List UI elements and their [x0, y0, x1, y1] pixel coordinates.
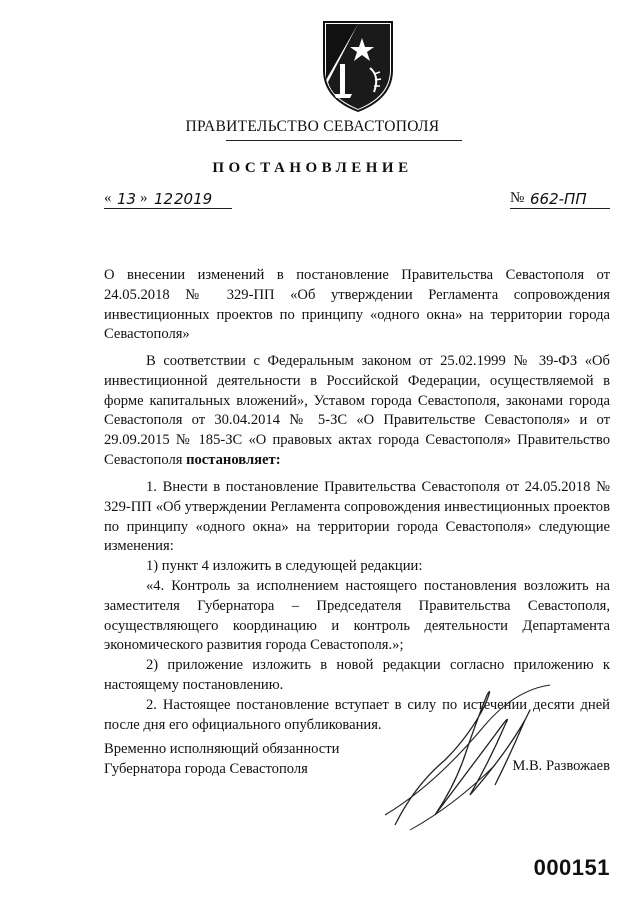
date-field — [104, 190, 232, 209]
document-subject — [104, 266, 610, 345]
document-type-heading: ПОСТАНОВЛЕНИЕ — [212, 160, 413, 176]
item-paragraph: 1. Внести в постановление Правительства Севастополя от 24.05.2018 № 329-ПП «Об утверждении Регламента сопровождения инвестиционных проектов по принципу «одного окна» на территории города Севастополя» следующие изменения: — [104, 479, 610, 555]
date-day: 13 — [117, 190, 137, 208]
preamble — [104, 352, 610, 471]
serial-number: 000151 — [533, 855, 610, 880]
preamble-paragraph — [104, 352, 610, 471]
coat-of-arms-emblem — [318, 18, 398, 114]
handwritten-signature — [375, 665, 575, 835]
item-paragraph: 1) пункт 4 изложить в следующей редакции: — [146, 558, 423, 575]
date-quote-close: » — [140, 190, 148, 206]
government-title: ПРАВИТЕЛЬСТВО СЕВАСТОПОЛЯ — [185, 118, 440, 135]
preamble-text: В соответствии с Федеральным законом от 25.02.1999 № 39-ФЗ «Об инвестиционной деятельности в Российской Федерации, осуществляемой в форме капитальных вложений», Уставом города Севастополя, законами города Севастополя от 30.04.2014 № 5-ЗС «О Правительстве Севастополя» и от 29.09.2015 № 185-ЗС «О правовых актах города Севастополя» Правительство Севастополя — [104, 353, 610, 468]
position-line: Временно исполняющий обязанности — [104, 741, 340, 757]
date-quote-open: « — [104, 190, 112, 206]
document-number: 662-ПП — [530, 190, 587, 208]
number-sign: № — [510, 190, 525, 206]
subject-text: О внесении изменений в постановление Правительства Севастополя от 24.05.2018 № 329-ПП «Об утверждении Регламента сопровождения инвестиционных проектов по принципу «одного окна» на территории города Севастополя» — [104, 267, 610, 343]
signatory-position — [104, 740, 404, 780]
title-underline — [226, 140, 462, 141]
item-paragraph: 2) приложение изложить в новой редакции согласно приложению к настоящему постановлению. — [104, 657, 610, 693]
item-paragraph: «4. Контроль за исполнением настоящего постановления возложить на заместителя Губернатора – Председателя Правительства Севастополя, осуществляющего координацию и контроль деятельности Департамента экономического развития города Севастополя.»; — [104, 577, 610, 654]
preamble-keyword: постановляет — [186, 451, 276, 468]
date-month: 12 — [154, 190, 174, 208]
position-line: Губернатора города Севастополя — [104, 760, 308, 777]
date-year: 2019 — [174, 190, 213, 208]
item-paragraph: 2. Настоящее постановление вступает в силу по истечении десяти дней после дня его официального опубликования. — [104, 696, 610, 733]
signatory-name: М.В. Развожаев — [512, 758, 610, 774]
preamble-end: : — [275, 451, 281, 468]
document-number-field — [510, 190, 610, 209]
